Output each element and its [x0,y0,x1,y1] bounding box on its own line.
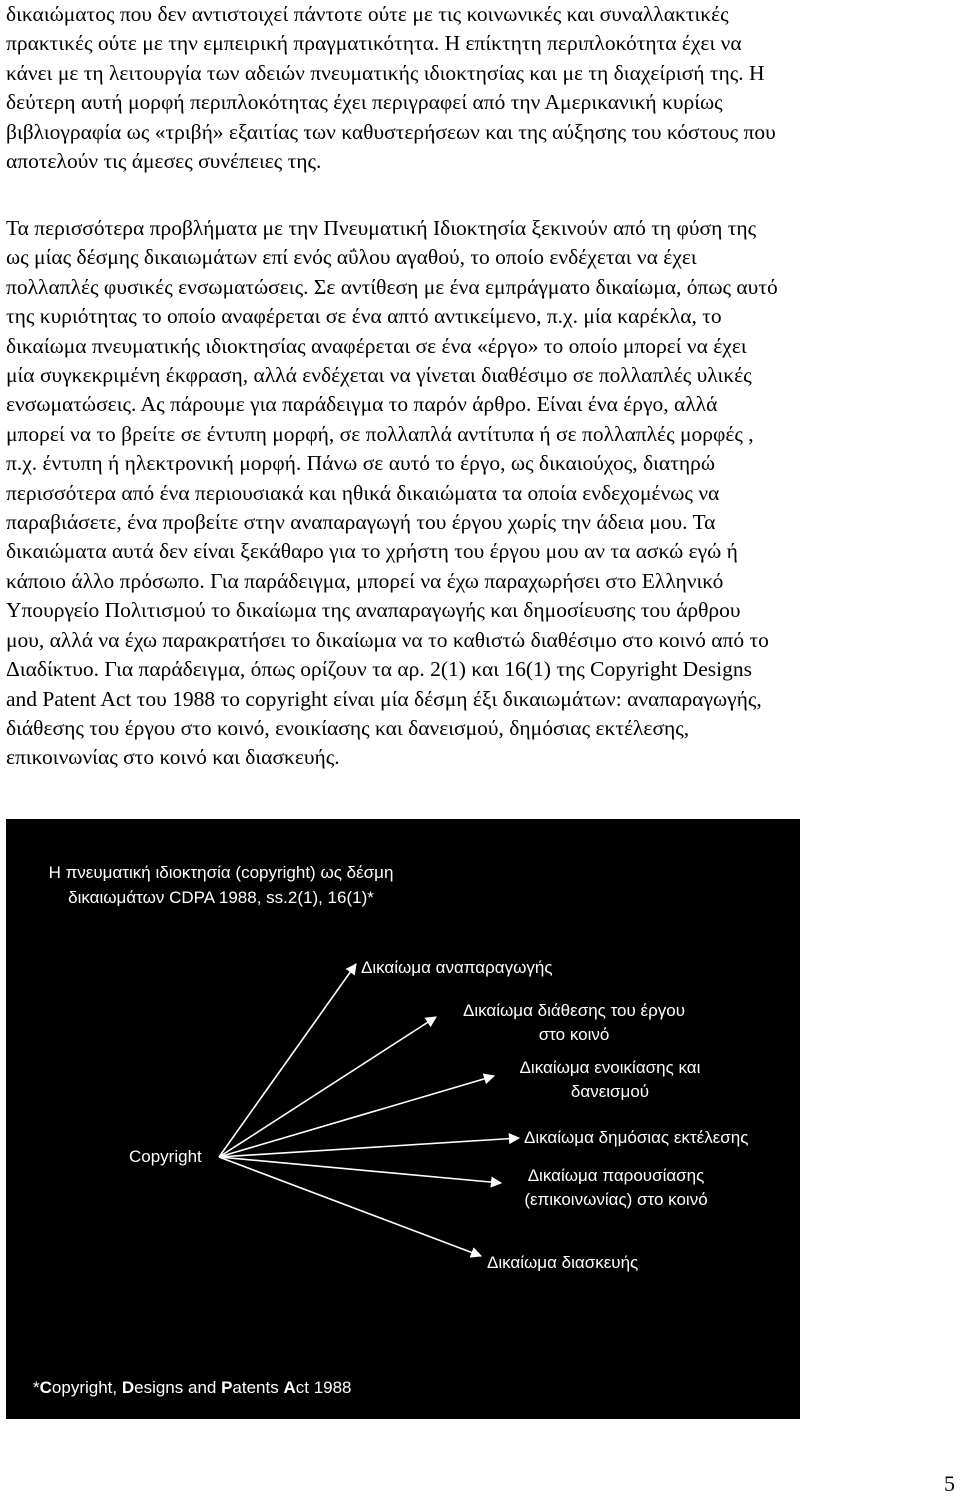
footnote-d-initial: D [121,1378,135,1397]
arrow-to-adaptation [219,1157,481,1256]
diagram-title-line-2: δικαιωμάτων CDPA 1988, ss.2(1), 16(1)* [68,888,374,907]
diagram-title [20,860,422,910]
right-communication-line-1: Δικαίωμα παρουσίασης [527,1166,705,1185]
footnote-p-initial: P [221,1378,233,1397]
paragraph-2-line: της κυριότητας το οποίο αναφέρεται σε ένα απτό αντικείμενο, π.χ. μία καρέκλα, το [6,304,722,329]
paragraph-2-line: πολλαπλές φυσικές ενσωματώσεις. Σε αντίθεση με ένα εμπράγματο δικαίωμα, όπως αυτό [6,274,778,299]
footnote-d-rest: esigns and [134,1378,222,1397]
arrow-to-performance [219,1138,519,1157]
footnote-star: * [33,1378,40,1397]
paragraph-2-line: δικαιώματα αυτά δεν είναι ξεκάθαρο για το χρήστη του έργου μου αν τα ασκώ εγώ ή [6,539,738,564]
right-rental-line-2: δανεισμού [570,1082,650,1101]
footnote-c-rest: opyright, [51,1378,122,1397]
right-adaptation-label: Δικαίωμα διασκευής [487,1253,639,1272]
copyright-bundle-diagram [6,819,800,1419]
right-distribution-line-2: στο κοινό [538,1025,610,1044]
copyright-node-label: Copyright [129,1147,202,1166]
paragraph-2-line: Τα περισσότερα προβλήματα με την Πνευματική Ιδιοκτησία ξεκινούν από τη φύση της [6,216,757,240]
diagram-title-line-1: Η πνευματική ιδιοκτησία (copyright) ως δέσμη [48,863,394,882]
arrow-to-rental [219,1076,494,1157]
right-reproduction-label: Δικαίωμα αναπαραγωγής [361,958,553,977]
paragraph-2-line: π.χ. έντυπη ή ηλεκτρονική μορφή. Πάνω σε αυτό το έργο, ως δικαιούχος, διατηρώ [6,451,715,476]
paragraph-2-line: δικαίωμα πνευματικής ιδιοκτησίας αναφέρεται σε ένα «έργο» το οποίο μπορεί να έχει [6,333,747,358]
paragraph-2-line: διάθεσης του έργου στο κοινό, ενοικίασης και δανεισμού, δημόσιας εκτέλεσης, [6,715,690,740]
paragraph-2-line: επικοινωνίας στο κοινό και διασκευής. [6,745,340,770]
page-number: 5 [944,1471,955,1496]
arrow-to-communication [219,1157,501,1183]
paragraph-1-line: δικαιώματος που δεν αντιστοιχεί πάντοτε ούτε με τις κοινωνικές και συναλλακτικές [6,2,729,26]
right-rental-line-1: Δικαίωμα ενοικίασης και [519,1058,701,1077]
paragraph-2-line: μπορεί να το βρείτε σε έντυπη μορφή, σε πολλαπλά αντίτυπα ή σε πολλαπλές μορφές , [6,421,754,446]
diagram-footnote [33,1376,352,1400]
paragraph-2-line: Υπουργείο Πολιτισμού το δικαίωμα της αναπαραγωγής και δημοσίευσης του άρθρου [6,598,741,623]
arrow-to-reproduction [219,964,356,1157]
footnote-a-initial: A [283,1378,296,1397]
arrow-to-distribution [219,1017,436,1157]
right-distribution-label [436,999,712,1047]
paragraph-2-line: μία συγκεκριμένη έκφραση, αλλά ενδέχεται να γίνεται διαθέσιμο σε πολλαπλές υλικές [6,363,752,388]
right-communication-label [496,1164,736,1212]
paragraph-1-line: δεύτερη αυτή μορφή περιπλοκότητας έχει περιγραφεί από την Αμερικανική κυρίως [6,90,723,115]
right-distribution-line-1: Δικαίωμα διάθεσης του έργου [462,1001,686,1020]
paragraph-2-line: ενσωματώσεις. Ας πάρουμε για παράδειγμα το παρόν άρθρο. Είναι ένα έργο, αλλά [6,392,718,417]
paragraph-1 [6,0,956,176]
footnote-p-rest: atents [232,1378,284,1397]
footnote-c-initial: C [39,1378,52,1397]
paragraph-2-line: and Patent Act του 1988 το copyright είναι μία δέσμη έξι δικαιωμάτων: αναπαραγωγής, [6,686,762,711]
paragraph-1-line: βιβλιογραφία ως «τριβή» εξαιτίας των καθυστερήσεων και της αύξησης του κόστους που [6,119,776,144]
paragraph-2-line: μου, αλλά να έχω παρακρατήσει το δικαίωμα να το καθιστώ διαθέσιμο στο κοινό από το [6,627,769,652]
paragraph-2-line: κάποιο άλλο πρόσωπο. Για παράδειγμα, μπορεί να έχω παραχωρήσει στο Ελληνικό [6,568,724,593]
paragraph-2-line: ως μίας δέσμης δικαιωμάτων επί ενός αΰλου αγαθού, το οποίο ενδέχεται να έχει [6,245,697,270]
paragraph-2 [6,214,956,773]
paragraph-1-line: αποτελούν τις άμεσες συνέπειες της. [6,149,322,174]
footnote-a-rest: ct 1988 [295,1378,352,1397]
paragraph-2-line: περισσότερα από ένα περιουσιακά και ηθικά δικαιώματα τα οποία ενδεχομένως να [6,480,720,505]
paragraph-2-line: παραβιάσετε, ένα προβείτε στην αναπαραγωγή του έργου χωρίς την άδεια μου. Τα [6,510,716,535]
right-communication-line-2: (επικοινωνίας) στο κοινό [524,1190,708,1209]
paragraph-1-line: πρακτικές ούτε με την εμπειρική πραγματικότητα. Η επίκτητη περιπλοκότητα έχει να [6,31,742,56]
paragraph-2-line: Διαδίκτυο. Για παράδειγμα, όπως ορίζουν τα αρ. 2(1) και 16(1) της Copyright Designs [6,657,752,682]
paragraph-1-line: κάνει με τη λειτουργία των αδειών πνευματικής ιδιοκτησίας και με τη διαχείρισή της. Η [6,60,765,85]
right-performance-label: Δικαίωμα δημόσιας εκτέλεσης [524,1128,749,1147]
right-rental-label [494,1056,726,1104]
